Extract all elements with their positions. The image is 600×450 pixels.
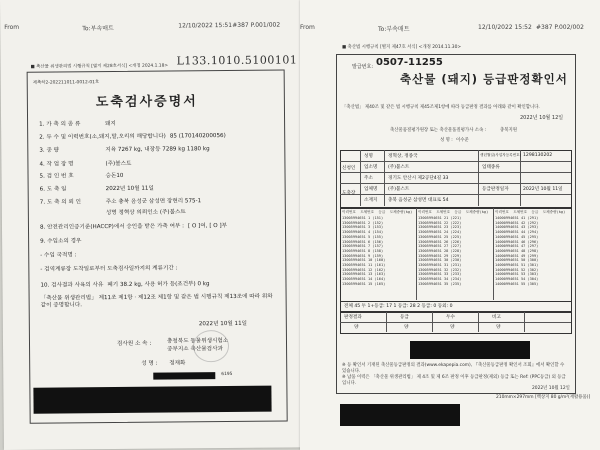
value-company: (주)불스트	[388, 165, 410, 170]
handwritten-number: L133.1010.5100101	[176, 53, 298, 68]
fax-date: 12/10/2022 15:51	[178, 21, 233, 30]
result-value-3: 양	[450, 325, 455, 330]
field-stamp-number: 5. 검 인 번 호 승돈10	[39, 172, 124, 180]
fax-from-label: From	[4, 23, 20, 31]
fax-page-right: #387 P.002/002	[536, 24, 584, 31]
value-location: 충북 음성군 삼성면 대표로 54	[388, 198, 449, 203]
issue-date: 2022년 10월 11일	[198, 320, 248, 328]
label-business-type: 업태종류	[482, 165, 500, 170]
value-name: 정혁상, 정종국	[388, 154, 418, 159]
result-value-4: 양	[496, 325, 501, 330]
value-grading-date: 2022년 10월 11일	[523, 187, 563, 192]
fax-date-right: 12/10/2022 15:52	[478, 24, 532, 31]
official-seal	[193, 330, 229, 362]
carcass-list-column-1: 13005994651 1 (151) 13005994651 2 (152) 13005994651 3 (153) 13005994651 4 (154) 13005994651 5 (155) 13005994651 6 (156) 13005994651 7 (157) 13005994651 8 (158) 13005994651 9 (159) 13005994651 10 (160) 13005994651 11 (161) 13005994651 12 (162) 13005994651 13 (163) 13005994651 14 (164) 13005994651 15 (165)	[342, 216, 386, 286]
certificate-title: 도축검사증명서	[95, 94, 198, 111]
carcass-list-column-3: 14000994651 41 (291) 14000994651 42 (292) 14000994651 43 (293) 14000994651 44 (294) 14000994651 45 (295) 14000994651 46 (296) 14000994651 47 (297) 14000994651 48 (298) 14000994651 49 (299) 14000994651 50 (300) 14000994651 51 (301) 14000994651 52 (302) 14000994651 53 (303) 14000994651 54 (304) 14000994651 55 (305)	[495, 216, 539, 286]
issuer-name: 충북지원	[500, 128, 517, 133]
print-date: 2022년 10월 12일	[532, 386, 570, 391]
result-label-2: 등급	[400, 315, 409, 320]
document-number: 제축하2-202211011-0012-01호	[32, 80, 100, 86]
result-label-3: 두수	[446, 315, 455, 320]
grading-date: 2022년 10월 12일	[520, 115, 564, 121]
inspector-branch: 중부지소 축산물검사과	[167, 346, 223, 353]
footer-code: 6195	[221, 371, 233, 378]
paper-spec: 210mm×297mm [백상지 80 g/m²(재활용품)]	[496, 395, 591, 400]
footnote-1: ※ 등 확인서 기재된 축산물등급판정의 결과(www.ekapepia.com), 『축산물등급판정 확인서 조회』에서 확인할 수 있습니다.	[342, 363, 565, 374]
inspector-name-label: 성 명 :	[141, 360, 158, 367]
fax-from-label-right: From	[300, 24, 315, 31]
label-company: 업소명	[364, 165, 378, 170]
carcass-list-column-2: 13005994651 21 (221) 13005994651 22 (222) 13005994651 23 (223) 13005994651 24 (224) 13005994651 25 (225) 13005994651 26 (226) 13005994651 27 (227) 13005994651 28 (228) 13005994651 29 (229) 13005994651 30 (230) 13005994651 31 (231) 13005994651 32 (232) 13005994651 33 (233) 13005994651 34 (234) 13005994651 35 (235)	[418, 216, 462, 286]
section-slaughterhouse: 도축장	[342, 191, 356, 196]
grade-summary: 전체 45 두 1+등급: 17 1 등급: 28 2 등급: 0 등외: 0	[344, 304, 453, 309]
grading-notice: 「축산법」 제40조 및 같은 법 시행규칙 제45조제1항에 따라 등급판정 결과를 아래와 같이 확인합니다.	[342, 105, 540, 110]
fax-page: #387 P.001/002	[232, 21, 281, 29]
label-birthdate: 생년월일(사업자등록번호)	[480, 153, 521, 157]
value-plant-name: (주)불스트	[388, 187, 410, 192]
result-label-1: 판정결과	[344, 315, 362, 320]
section-applicant: 신청인	[342, 166, 356, 171]
certification-statement: 「축산물 위생관리법」 제11조 제1항 · 제12조 제1항 및 같은 법 시행규칙 제13조에 따라 위와 같이 증명합니다.	[40, 293, 273, 309]
field-inspection-result: 10. 검사결과 사육의 사유 폐기 38.2 kg, 사용 허가 등(조건부) 0 kg	[40, 281, 210, 289]
label-grading-date: 등급판정일자	[482, 187, 509, 192]
inspector-name: 정재화	[169, 360, 186, 367]
fax-to-label: To:부속매트	[82, 25, 114, 33]
field-slaughter-date: 6. 도 축 일 2022년 10월 11일	[39, 185, 154, 193]
result-value-2: 양	[404, 325, 409, 330]
result-label-4: 비고	[492, 315, 501, 320]
value-business-no: 1298130202	[523, 153, 553, 158]
field-weight: 3. 중 량 지육 7267 kg, 내장등 7289 kg 1180 kg	[39, 146, 210, 154]
carcass-list-header-1: 이력번호 도체번호 등급 도체중량(kg)	[342, 210, 413, 214]
value-address: 경기도 안산시 제2공단4길 33	[388, 176, 449, 181]
field-quarantine: - 검역계류장 도착일로부터 도축검사일까지의 계류기간 :	[40, 265, 178, 273]
label-address: 주소	[364, 176, 373, 181]
field-haccp: 8. 안전관리인증기준(HACCP)에서 승인을 받은 가축 여부 : [ O ]여, [ O ]부	[39, 223, 228, 231]
issue-number-label: 발급번호:	[352, 64, 374, 70]
form-note: ■ 축산물 위생관리법 시행규칙 [별지 제28호서식] <개정 2024.1.18>	[30, 63, 169, 70]
label-location: 소재지	[364, 198, 378, 203]
inspector-affiliation-label: 검사원 소 속 :	[116, 340, 152, 347]
redacted-footer-right	[340, 404, 460, 426]
redacted-block	[153, 372, 215, 380]
carcass-list-header-3: 이력번호 도체번호 등급 도체중량(kg)	[495, 210, 566, 214]
grading-form-note: ■ 축산법 시행규칙 [별지 제47호 서식] <개정 2014.11.30>	[342, 45, 462, 50]
result-value-1: 양	[354, 325, 359, 330]
issue-number: 0507-11255	[376, 57, 443, 68]
field-import-country: - 수입 국적명 :	[40, 252, 77, 259]
field-workplace: 4. 작 업 장 명 (주)불스트	[39, 160, 132, 168]
inspector-organization: 충청북도 동물위생시험소	[166, 338, 229, 345]
label-name: 성명	[364, 154, 373, 159]
label-plant-name: 업체명	[364, 187, 378, 192]
field-requester-name: 성명 정혁상 의뢰인소 (주)불스트	[105, 209, 186, 217]
carcass-list-header-2: 이력번호 도체번호 등급 도체중량(kg)	[418, 210, 489, 214]
grading-title: 축산물 (돼지) 등급판정확인서	[400, 72, 568, 86]
field-requester-address: 7. 도 축 의 뢰 인 주소 충북 음성군 삼성면 장현리 575-1	[39, 198, 202, 206]
assessor-name: 이수준	[456, 138, 469, 143]
footnote-2: ※ 납품 이력은 「축산물 위생관리법」 제 4조 및 제 6조 판정 이후 등급판정(제외) 등급 또는 Ref: (PPC등급) 외 등급입니다.	[342, 375, 566, 386]
redacted-signature	[410, 341, 530, 359]
fax-to-label-right: To:부속매트	[378, 26, 410, 33]
field-import: 9. 수입소의 경우	[40, 238, 82, 245]
issuer-line: 축산물품질평가원장 또는 축산물품질평가사 소속 :	[390, 128, 487, 133]
result-table	[340, 312, 572, 334]
field-animal-type: 1. 가 축 의 종 류 돼지	[39, 120, 116, 128]
field-head-count: 2. 두 수 및 이력번호(소,돼지,말,오리의 해당합니다) 85 (170140200056)	[39, 133, 226, 141]
redacted-footer	[33, 386, 271, 414]
assessor-label: 성 명 :	[440, 138, 453, 143]
